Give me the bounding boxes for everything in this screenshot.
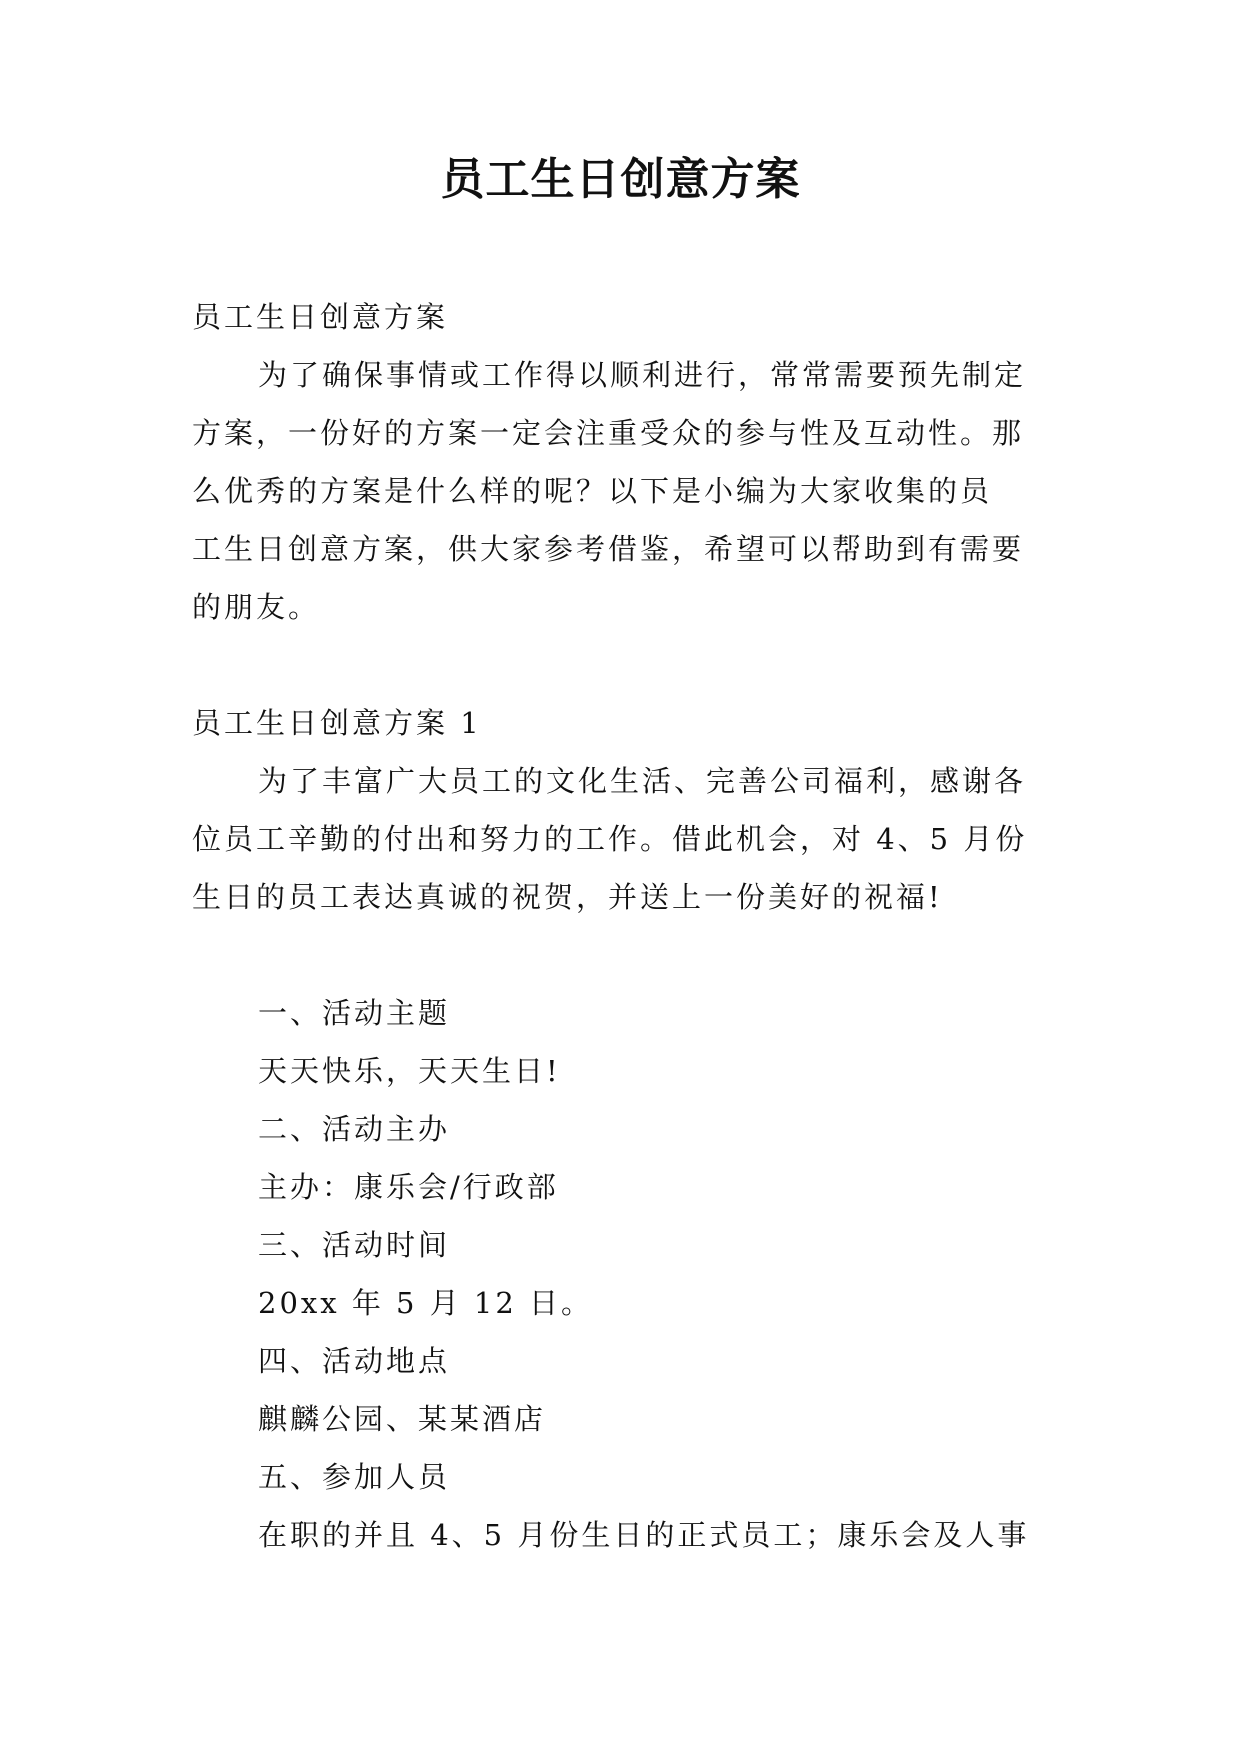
list-item: 三、活动时间 — [258, 1228, 451, 1262]
document-subtitle: 员工生日创意方案 — [192, 300, 449, 334]
list-item: 四、活动地点 — [258, 1344, 451, 1378]
intro-line: 工生日创意方案，供大家参考借鉴，希望可以帮助到有需要 — [192, 532, 1025, 566]
list-item: 二、活动主办 — [258, 1112, 451, 1146]
section-line: 为了丰富广大员工的文化生活、完善公司福利，感谢各 — [258, 764, 1027, 798]
document-body — [192, 288, 1052, 1564]
list-item: 20xx 年 5 月 12 日。 — [258, 1286, 594, 1320]
section-line: 生日的员工表达真诚的祝贺，并送上一份美好的祝福! — [192, 880, 943, 914]
list-item: 天天快乐，天天生日! — [258, 1054, 561, 1088]
intro-line: 方案，一份好的方案一定会注重受众的参与性及互动性。那 — [192, 416, 1025, 450]
document-title: 员工生日创意方案 — [440, 154, 801, 205]
list-item: 在职的并且 4、5 月份生日的正式员工；康乐会及人事 — [258, 1518, 1030, 1552]
intro-line: 为了确保事情或工作得以顺利进行，常常需要预先制定 — [258, 358, 1027, 392]
intro-line: 的朋友。 — [192, 590, 321, 624]
list-item: 一、活动主题 — [258, 996, 451, 1030]
paragraph-spacer — [192, 926, 1052, 984]
paragraph-spacer — [192, 636, 1052, 694]
list-item: 麒麟公园、某某酒店 — [258, 1402, 547, 1436]
section-heading: 员工生日创意方案 1 — [192, 706, 482, 740]
list-item: 五、参加人员 — [258, 1460, 451, 1494]
intro-line: 么优秀的方案是什么样的呢？以下是小编为大家收集的员 — [192, 474, 993, 508]
section-line: 位员工辛勤的付出和努力的工作。借此机会，对 4、5 月份 — [192, 822, 1028, 856]
list-item: 主办：康乐会/行政部 — [258, 1170, 559, 1204]
